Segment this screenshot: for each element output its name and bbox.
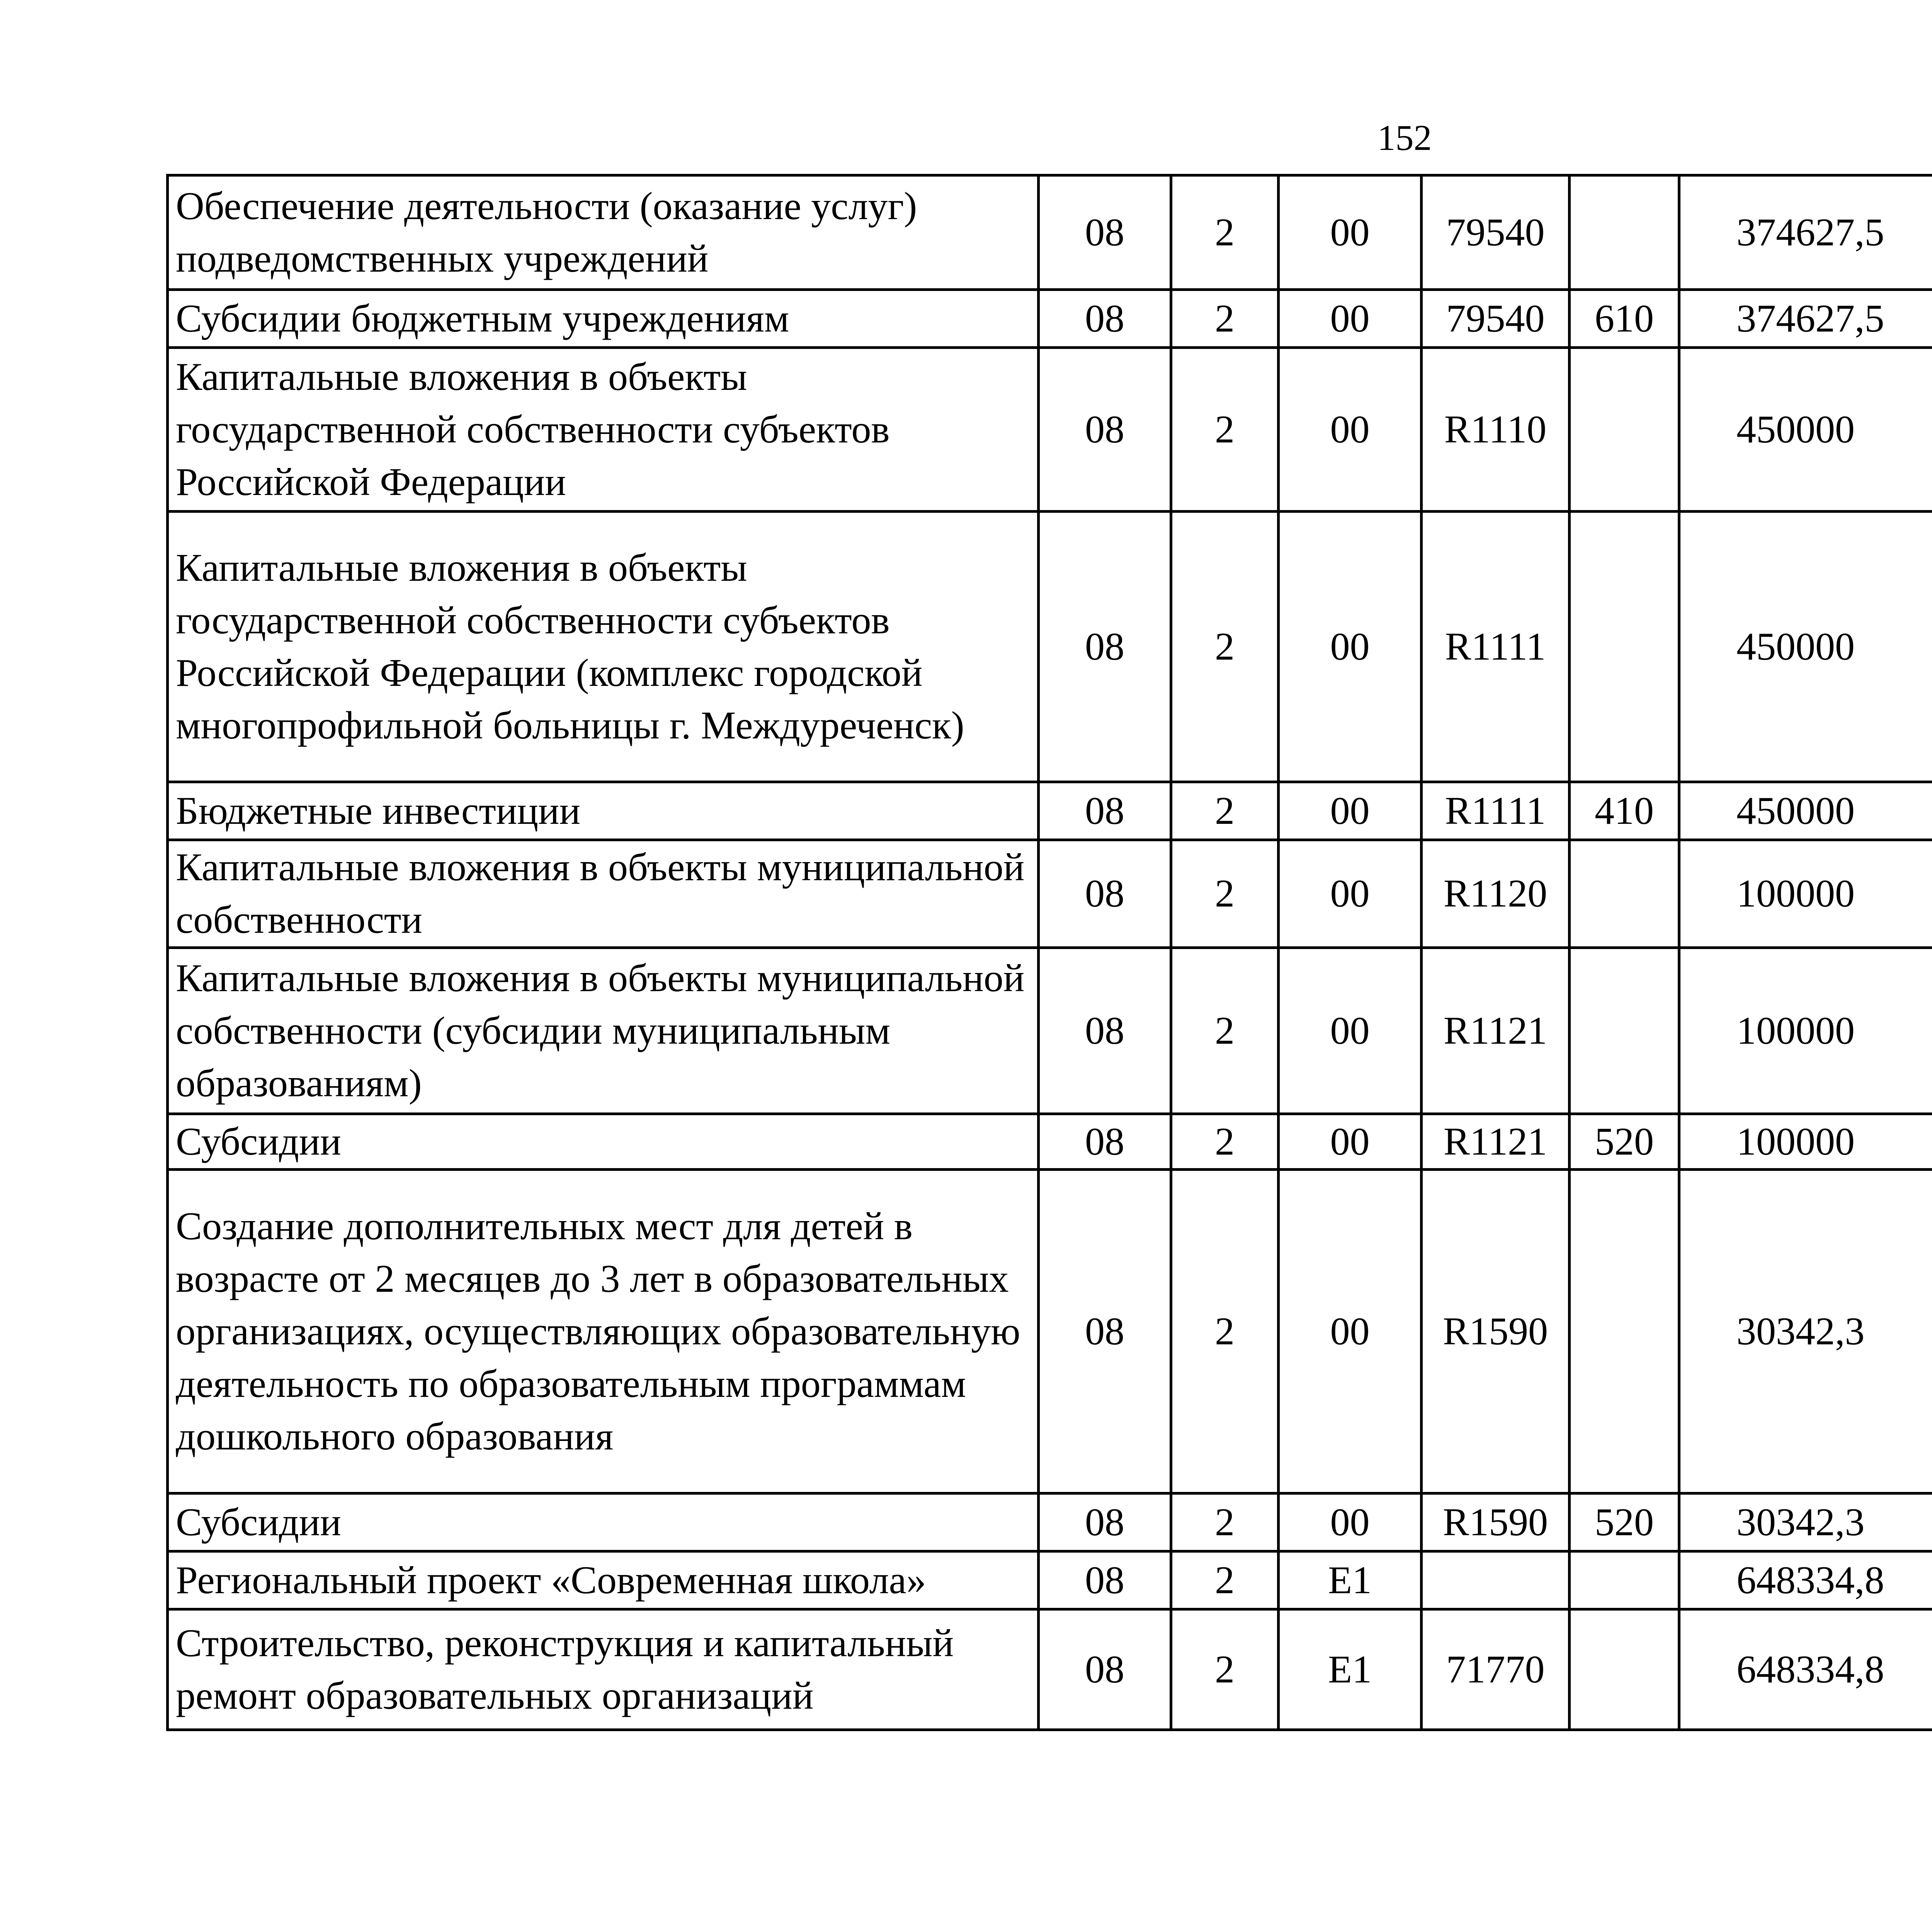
amount-1: 30342,3 <box>1679 1170 1932 1493</box>
program-code: 2 <box>1171 348 1279 512</box>
expense-type-code <box>1570 1609 1679 1730</box>
expense-type-code: 520 <box>1570 1114 1679 1170</box>
program-code: 2 <box>1171 782 1279 840</box>
section-code: 08 <box>1039 782 1171 840</box>
subprogram-code: 00 <box>1279 1114 1422 1170</box>
section-code: 08 <box>1039 840 1171 948</box>
page-number: 152 <box>1377 118 1432 158</box>
table-row <box>168 348 1932 512</box>
subprogram-code: 00 <box>1279 175 1422 290</box>
amount-1: 648334,8 <box>1679 1551 1932 1609</box>
row-name: Субсидии <box>168 1493 1039 1551</box>
table-row <box>168 175 1932 290</box>
amount-1: 30342,3 <box>1679 1493 1932 1551</box>
section-code: 08 <box>1039 1114 1171 1170</box>
row-name: Обеспечение деятельности (оказание услуг) подведомственных учреждений <box>168 175 1039 290</box>
subprogram-code: 00 <box>1279 1170 1422 1493</box>
program-code: 2 <box>1171 175 1279 290</box>
table-row <box>168 948 1932 1114</box>
row-name: Субсидии бюджетным учреждениям <box>168 290 1039 348</box>
row-name: Строительство, реконструкция и капитальный ремонт образовательных организаций <box>168 1609 1039 1730</box>
table-row <box>168 1551 1932 1609</box>
subprogram-code: 00 <box>1279 348 1422 512</box>
program-code: 2 <box>1171 840 1279 948</box>
target-code: R1120 <box>1422 840 1570 948</box>
amount-1: 100000 <box>1679 1114 1932 1170</box>
expense-type-code <box>1570 512 1679 782</box>
row-name: Создание дополнительных мест для детей в возрасте от 2 месяцев до 3 лет в образовательных организациях, осуществляющих образовательную деятельность по образовательным программам дошкольного образования <box>168 1170 1039 1493</box>
program-code: 2 <box>1171 1609 1279 1730</box>
program-code: 2 <box>1171 1114 1279 1170</box>
amount-1: 100000 <box>1679 948 1932 1114</box>
table-row <box>168 1493 1932 1551</box>
table-row <box>168 512 1932 782</box>
row-name: Капитальные вложения в объекты государственной собственности субъектов Российской Федерации <box>168 348 1039 512</box>
target-code: R1110 <box>1422 348 1570 512</box>
budget-table <box>166 174 1932 1731</box>
target-code: R1111 <box>1422 782 1570 840</box>
table-row <box>168 782 1932 840</box>
row-name: Капитальные вложения в объекты муниципальной собственности <box>168 840 1039 948</box>
expense-type-code <box>1570 1551 1679 1609</box>
target-code <box>1422 1551 1570 1609</box>
table-row <box>168 1609 1932 1730</box>
target-code: R1590 <box>1422 1170 1570 1493</box>
amount-1: 374627,5 <box>1679 290 1932 348</box>
section-code: 08 <box>1039 1551 1171 1609</box>
subprogram-code: 00 <box>1279 840 1422 948</box>
row-name: Субсидии <box>168 1114 1039 1170</box>
program-code: 2 <box>1171 1493 1279 1551</box>
subprogram-code: 00 <box>1279 512 1422 782</box>
target-code: 79540 <box>1422 175 1570 290</box>
section-code: 08 <box>1039 1170 1171 1493</box>
section-code: 08 <box>1039 1493 1171 1551</box>
table-row <box>168 1114 1932 1170</box>
table-row <box>168 1170 1932 1493</box>
program-code: 2 <box>1171 948 1279 1114</box>
subprogram-code: E1 <box>1279 1551 1422 1609</box>
expense-type-code <box>1570 840 1679 948</box>
subprogram-code: E1 <box>1279 1609 1422 1730</box>
program-code: 2 <box>1171 1170 1279 1493</box>
amount-1: 374627,5 <box>1679 175 1932 290</box>
target-code: R1111 <box>1422 512 1570 782</box>
section-code: 08 <box>1039 512 1171 782</box>
table-row <box>168 290 1932 348</box>
amount-1: 648334,8 <box>1679 1609 1932 1730</box>
amount-1: 450000 <box>1679 348 1932 512</box>
expense-type-code <box>1570 348 1679 512</box>
expense-type-code: 520 <box>1570 1493 1679 1551</box>
section-code: 08 <box>1039 948 1171 1114</box>
section-code: 08 <box>1039 348 1171 512</box>
expense-type-code <box>1570 1170 1679 1493</box>
target-code: 79540 <box>1422 290 1570 348</box>
table-body <box>168 175 1932 1730</box>
target-code: R1121 <box>1422 1114 1570 1170</box>
section-code: 08 <box>1039 290 1171 348</box>
subprogram-code: 00 <box>1279 782 1422 840</box>
section-code: 08 <box>1039 175 1171 290</box>
row-name: Региональный проект «Современная школа» <box>168 1551 1039 1609</box>
table-row <box>168 840 1932 948</box>
target-code: 71770 <box>1422 1609 1570 1730</box>
program-code: 2 <box>1171 290 1279 348</box>
row-name: Капитальные вложения в объекты государственной собственности субъектов Российской Федерации (комплекс городской многопрофильной больницы г. Междуреченск) <box>168 512 1039 782</box>
target-code: R1590 <box>1422 1493 1570 1551</box>
amount-1: 450000 <box>1679 512 1932 782</box>
subprogram-code: 00 <box>1279 290 1422 348</box>
subprogram-code: 00 <box>1279 948 1422 1114</box>
expense-type-code: 610 <box>1570 290 1679 348</box>
expense-type-code <box>1570 175 1679 290</box>
row-name: Бюджетные инвестиции <box>168 782 1039 840</box>
program-code: 2 <box>1171 512 1279 782</box>
target-code: R1121 <box>1422 948 1570 1114</box>
program-code: 2 <box>1171 1551 1279 1609</box>
expense-type-code <box>1570 948 1679 1114</box>
expense-type-code: 410 <box>1570 782 1679 840</box>
amount-1: 450000 <box>1679 782 1932 840</box>
section-code: 08 <box>1039 1609 1171 1730</box>
amount-1: 100000 <box>1679 840 1932 948</box>
subprogram-code: 00 <box>1279 1493 1422 1551</box>
row-name: Капитальные вложения в объекты муниципальной собственности (субсидии муниципальным образованиям) <box>168 948 1039 1114</box>
